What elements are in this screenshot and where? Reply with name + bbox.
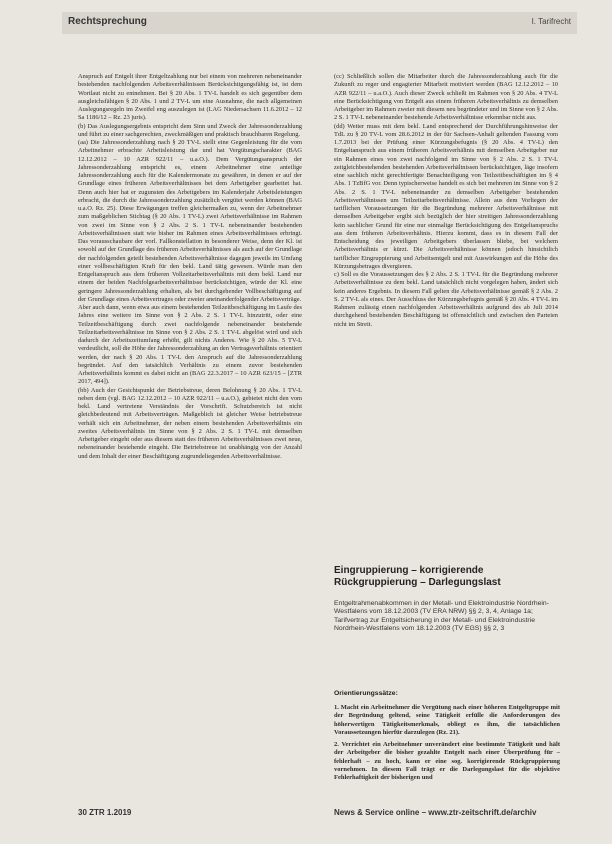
- case-legal-basis: Entgeltrahmenabkommen in der Metall- und Elektroindustrie Nordrhein-Westfalens vom 18.12.2003 (TV ERA NRW) §§ 2, 3, 4, Anlage 1a; Tarifvertrag zur Entgeltsicherung in der Metall- und Elektroindustrie Nordrhein-Westfalens vom 18.12.2003 (TV EGS) §§ 2, 3: [334, 600, 549, 633]
- page-header: [62, 12, 577, 34]
- left-column: [78, 73, 302, 461]
- right-paragraph: (cc) Schließlich sollen die Mitarbeiter durch die Jahressonderzahlung auch für die Zukunft zu reger und engagierter Mitarbeit motiviert werden (BAG 12.12.2012 – 10 AZR 922/11 – u.a.O.). Auch dieser Zweck schließt im Rahmen von § 20 Abs. 4 TV-L eine Berücksichtigung von Entgelt aus einem früheren Arbeitsverhältnis zu demselben Arbeitgeber im Rahmen zweier mit diesem neu begründeter und im Sinne von § 2 Abs. 2 S. 1 TV-L nebeneinander bestehende Arbeitsverhältnisse erkennbar nicht aus.: [334, 73, 558, 122]
- service-link[interactable]: News & Service online – www.ztr-zeitschrift.de/archiv: [334, 808, 537, 817]
- left-paragraph: (aa) Die Jahressonderzahlung nach § 20 TV-L stellt eine Gegenleistung für die vom Arbeitnehmer erbrachte Arbeitsleistung dar und hat Vergütungscharakter (BAG 12.12.2012 – 10 AZR 922/11 – u.a.O.). Dem Vergütungsanspruch der Jahressonderzahlung entspricht es, einem Arbeitnehmer eine anteilige Jahressonderzahlung auch für die Kalendermonate zu gewähren, in denen er auf der Grundlage eines früheren Arbeitsverhältnisses bei dem Arbeitgeber gearbeitet hat. Denn auch hier hat er zugunsten des Arbeitgebers im Kalenderjahr Arbeitsleistungen erbracht, die durch die Jahressonderzahlung zusätzlich vergütet werden können (BAG u.a.O. Rz. 25). Diese Erwägungen treffen gleichermaßen zu, wenn der Arbeitnehmer zum maßgeblichen Stichtag (§ 20 Abs. 1 TV-L) zwei Arbeitsverhältnisse im Rahmen von zwei im Sinne von § 2 Abs. 2 S. 1 TV-L nebeneinander bestehenden Arbeitsverhältnissen statt wie bisher im Rahmen eines Arbeitsverhältnisses erbringt. Das vorausschaubare der vorl. Fallkonstellation in besonderer Weise, denn der Kl. ist sowohl auf der Grundlage des früheren Arbeitsverhältnisses als auch auf der Grundlage der nachfolgenden geteilt bestehenden Arbeitsverhältnisse dagegen jeweils im Umfang einer vollbeschäftigten Kraft für den bekl. Land tätig gewesen. Würde man den Entgeltanspruch aus dem früheren Vollzeitarbeitsverhältnis mit dem bekl. Land nur einem der beiden Nachfolgearbeitsverhältnisse berücksichtigen, würde der Kl. eine geringere Jahressonderzahlung erhalten, als bei durchgehender Vollbeschäftigung auf der Grundlage eines Arbeitsvertrages oder zweier aneinanderfolgender Arbeitsverträge.: [78, 139, 302, 303]
- orientation-label: Orientierungssätze:: [334, 690, 398, 697]
- orientation-item: 2. Verrichtet ein Arbeitnehmer unverändert eine bestimmte Tätigkeit und hält der Arbeitgeber die bisher gezahlte Entgelt nach einer Überprüfung für – fehlerhaft – zu hoch, kann er eine sog. korrigierende Rückgruppierung vornehmen. In diesem Fall trägt er die Darlegungslast für die objektive Fehlerhaftigkeit der bisherigen und: [334, 741, 560, 782]
- page-issue: 30 ZTR 1.2019: [78, 808, 132, 817]
- orientation-item: 1. Macht ein Arbeitnehmer die Vergütung nach einer höheren Entgeltgruppe mit der Begründung geltend, seine Tätigkeit erfülle die Anforderungen des höherwertigen Tätigkeitsmerkmals, obliegt es ihm, die tatsächlichen Voraussetzungen hierfür darzulegen (Rz. 21).: [334, 704, 560, 736]
- left-paragraph: Aber auch dann, wenn etwa aus einem bestehenden Teilzeitbeschäftigung im Laufe des Jahres eine weitere im Sinne von § 2 Abs. 2 S. 1 TV-L hinzutritt, oder eine Teilzeitbeschäftigung durch zwei nachfolgende nebeneinander bestehende Teilzeitarbeitsverhältnisse im Sinne von § 2 Abs. 2 S. 1 TV-L abgelöst wird und sich dadurch der Arbeitszeitumfang erhöht, gilt nichts Anderes. Wie § 20 Abs. 5 TV-L verdeutlicht, soll die Höhe der Jahressonderzahlung an den Vertragsverhältnis orientiert werden, der nach § 20 Abs. 1 TV-L den Anspruch auf die Jahressonderzahlung begründet. Auf den tatsächlich Verhältnis zu einem zuvor bestehenden Arbeitsverhältnis kommt es dabei nicht an (BAG 22.3.2017 – 10 AZR 623/15 – [ZTR 2017, 494]).: [78, 304, 302, 386]
- right-paragraph: (dd) Weiter muss mit dem bekl. Land entsprechend der Durchführungshinweise der TdL zu § 20 TV-L vom 28.6.2012 in der für Sachsen-Anhalt geltenden Fassung vom 1.7.2013 bei der Prüfung einer Kürzungsbefugnis (§ 20 Abs. 4 TV-L) den Entgeltanspruch aus einem früheren Arbeitsverhältnis mit demselben Arbeitgeber nur ein Rahmen eines von zwei nachfolgend im Sinne von § 2 Abs. 2 S. 1 TV-L zeitgleichbestehenden bestehenden Arbeitsverhältnissen berücksichtigen, läge insofern eine sachlich nicht gerechtfertigte Benachteiligung von Teilzeitbeschäftigten im § 4 Abs. 1 TzBfG vor. Denn typischerweise handelt es sich bei mehreren im Sinne von § 2 Abs. 2 S. 1 TV-L nebeneinander zu demselben Arbeitgeber bestehenden Arbeitsverhältnissen um Teilzeitarbeitsverhältnisse. Allein aus dem Vorliegen der tariflichen Voraussetzungen für die Begründung mehrerer Arbeitsverhältnisse mit demselben Arbeitgeber ergibt sich bezüglich der hier streitigen Jahressonderzahlung kein sachlicher Grund für eine nur einmalige Berücksichtigung des Entgeltanspruchs aus dem früheren Arbeitsverhältnis. Hierzu kommt, dass es in diesem Fall der Entscheidung des jeweiligen Arbeitgebers überlassen bliebe, bei welchem Arbeitsverhältnis er kürzt. Die Arbeitsverhältnisse können jedoch hinsichtlich tariflicher Eingruppierung und Arbeitsentgelt und mit Auswirkungen auf die Höhe des Kürzungsbetrages divergieren.: [334, 122, 558, 270]
- category-label: I. Tarifrecht: [531, 17, 571, 26]
- section-heading: Rechtsprechung: [68, 16, 147, 27]
- right-column: [334, 73, 558, 329]
- left-paragraph: Anspruch auf Entgelt ihrer Entgeltzahlung nur bei einem von mehreren nebeneinander bestehenden nachfolgenden Arbeitsverhältnissen Berücksichtigungsfähig ist, ist dem Wortlaut nicht zu entnehmen. Bei § 20 Abs. 1 TV-L handelt es sich gegenüber dem ausgleichsfähigen § 20 Abs. 1 und 2 TV-L um eine Ausnahme, die nach allgemeinen Auslegungsregeln im Zweifel eng auszulegen ist (LAG Niedersachsen 11.6.2012 – 12 Sa 1186/12 – Rz. 23 juris).: [78, 73, 302, 122]
- left-paragraph: (b) Das Auslegungsergebnis entspricht dem Sinn und Zweck der Jahressonderzahlung und führt zu einer sachgerechten, zweckmäßigen und praktisch brauchbaren Regelung.: [78, 122, 302, 138]
- left-paragraph: (bb) Auch der Gesichtspunkt der Betriebstreue, deren Belohnung § 20 Abs. 1 TV-L neben dem (vgl. BAG 12.12.2012 – 10 AZR 922/11 – u.a.O.), gebietet nicht den vom bekl. Land vertretene Verständnis der Vorschrift. Schutzbereich ist nicht gleichbedeutend mit Arbeitsverträgen. Maßgeblich ist gleicher Weise betriebstreue verhält sich ein Arbeitnehmer, der neben einem bestehenden Arbeitsverhältnis ein zweites Arbeitsverhältnis im Sinne von § 2 Abs. 2 S. 1 TV-L mit demselben Arbeitgeber eingeht oder aus diesem statt des früheren Arbeitsverhältnisses zwei neue, nebeneinander bestehende eingeht. Die Betriebstreue ist unabhängig von der Anzahl und dem Inhalt der einer Beschäftigung zugrundeliegenden Arbeitsverhältnisse.: [78, 386, 302, 460]
- case-title: Eingruppierung – korrigierende Rückgruppierung – Darlegungslast: [334, 565, 501, 588]
- right-paragraph: c) Soll es die Voraussetzungen des § 2 Abs. 2 S. 1 TV-L für die Begründung mehrerer Arbeitsverhältnisse zu dem bekl. Land tatsächlich nicht vorgelegen haben, ändert sich kein anderes Ergebnis. In diesem Fall gelten die Arbeitsverhältnisse gemäß § 2 Abs. 2 S. 2 TV-L als eines. Der Ausschluss der Kürzungsbefugnis gemäß § 20 Abs. 4 TV-L im Rahmen zulässig einen nachfolgenden Arbeitsverhältnis aufgrund des ab Juli 2014 durchgehend bestehenden Beschäftigung ist offensichtlich und zwischen den Parteien nicht im Streit.: [334, 271, 558, 328]
- orientation-list: [334, 704, 560, 787]
